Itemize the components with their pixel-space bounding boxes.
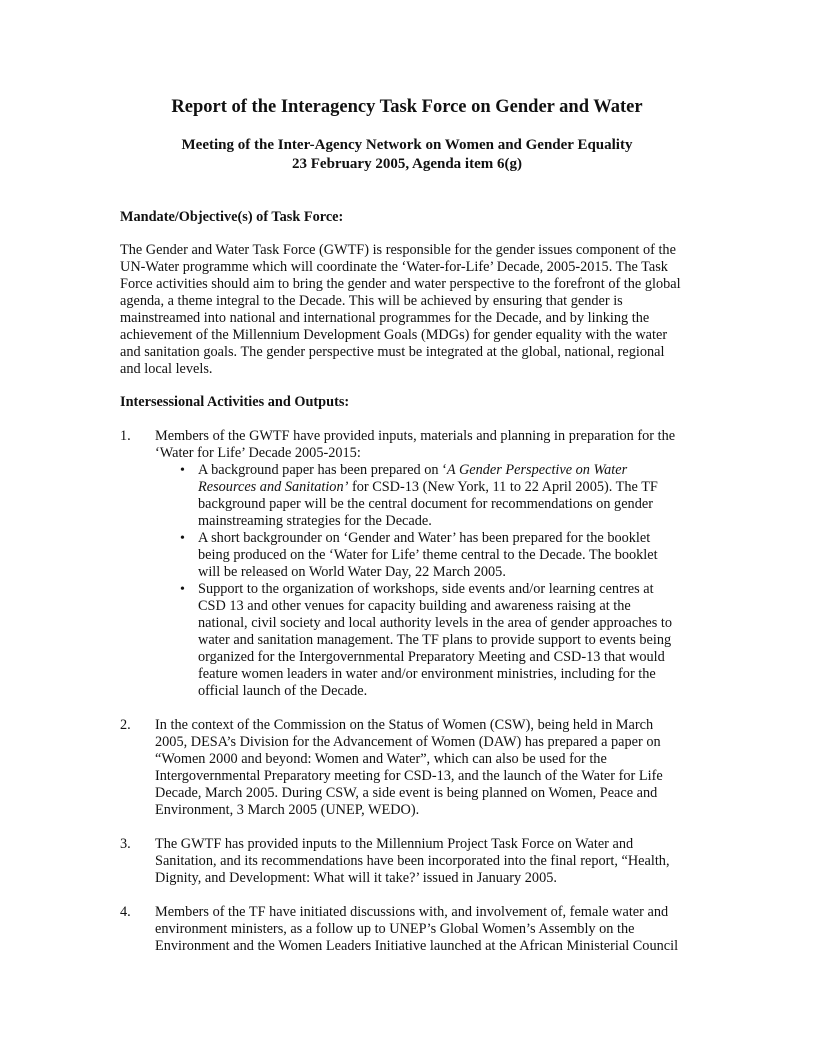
- list-item: The GWTF has provided inputs to the Millennium Project Task Force on Water and Sanitation, and its recommendations have been incorporated into the final report, “Health, Dignity, and Development: What will it take?’ issued in January 2005.: [155, 836, 670, 886]
- bullet-icon: •: [180, 582, 185, 597]
- bullet-item: A background paper has been prepared on ‘A Gender Perspective on Water Resources and Sanitation’ for CSD-13 (New York, 11 to 22 April 2005). The TF background paper will be the central document for recommendations on gender mainstreaming strategies for the Decade.: [198, 462, 658, 529]
- page-title: Report of the Interagency Task Force on Gender and Water: [171, 97, 643, 117]
- list-item: Members of the TF have initiated discussions with, and involvement of, female water and environment ministers, as a follow up to UNEP’s Global Women’s Assembly on the Environment and the Women Leaders Initiative launched at the African Ministerial Council: [155, 904, 679, 954]
- item-number: 3.: [120, 836, 131, 852]
- mandate-heading: Mandate/Objective(s) of Task Force:: [120, 209, 344, 225]
- list-item: Members of the GWTF have provided inputs, materials and planning in preparation for the ‘Water for Life’ Decade 2005-2015:: [155, 428, 676, 461]
- meeting-subtitle: Meeting of the Inter-Agency Network on Women and Gender Equality: [181, 137, 633, 153]
- item-number: 1.: [120, 428, 131, 444]
- meeting-date-subtitle: 23 February 2005, Agenda item 6(g): [292, 156, 522, 172]
- bullet-item: A short backgrounder on ‘Gender and Water’ has been prepared for the booklet being produced on the ‘Water for Life’ theme central to the Decade. The booklet will be released on World Water Day, 22 March 2005.: [198, 530, 658, 580]
- item-number: 2.: [120, 717, 131, 733]
- bullet-item: Support to the organization of workshops, side events and/or learning centres at CSD 13 and other venues for capacity building and awareness raising at the national, civil society and local authority levels in the area of gender approaches to water and sanitation management. The TF plans to provide support to events being organized for the Intergovernmental Preparatory Meeting and CSD-13 that would feature women leaders in water and/or environment ministries, including for the official launch of the Decade.: [198, 581, 673, 699]
- bullet-icon: •: [180, 531, 185, 546]
- activities-heading: Intersessional Activities and Outputs:: [120, 394, 350, 410]
- bullet-icon: •: [180, 463, 185, 478]
- item-number: 4.: [120, 904, 131, 920]
- list-item: In the context of the Commission on the Status of Women (CSW), being held in March 2005, DESA’s Division for the Advancement of Women (DAW) has prepared a paper on “Women 2000 and beyond: Women and Water”, which can also be used for the Intergovernmental Preparatory meeting for CSD-13, and the launch of the Water for Life Decade, March 2005. During CSW, a side event is being planned on Women, Peace and Environment, 3 March 2005 (UNEP, WEDO).: [155, 717, 663, 818]
- mandate-paragraph: The Gender and Water Task Force (GWTF) is responsible for the gender issues component of the UN-Water programme which will coordinate the ‘Water-for-Life’ Decade, 2005-2015. The Task Force activities should aim to bring the gender and water perspective to the forefront of the global agenda, a theme integral to the Decade. This will be achieved by ensuring that gender is mainstreamed into national and international programmes for the Decade, and by linking the achievement of the Millennium Development Goals (MDGs) for gender equality with the water and sanitation goals. The gender perspective must be integrated at the global, national, regional and local levels.: [120, 242, 681, 377]
